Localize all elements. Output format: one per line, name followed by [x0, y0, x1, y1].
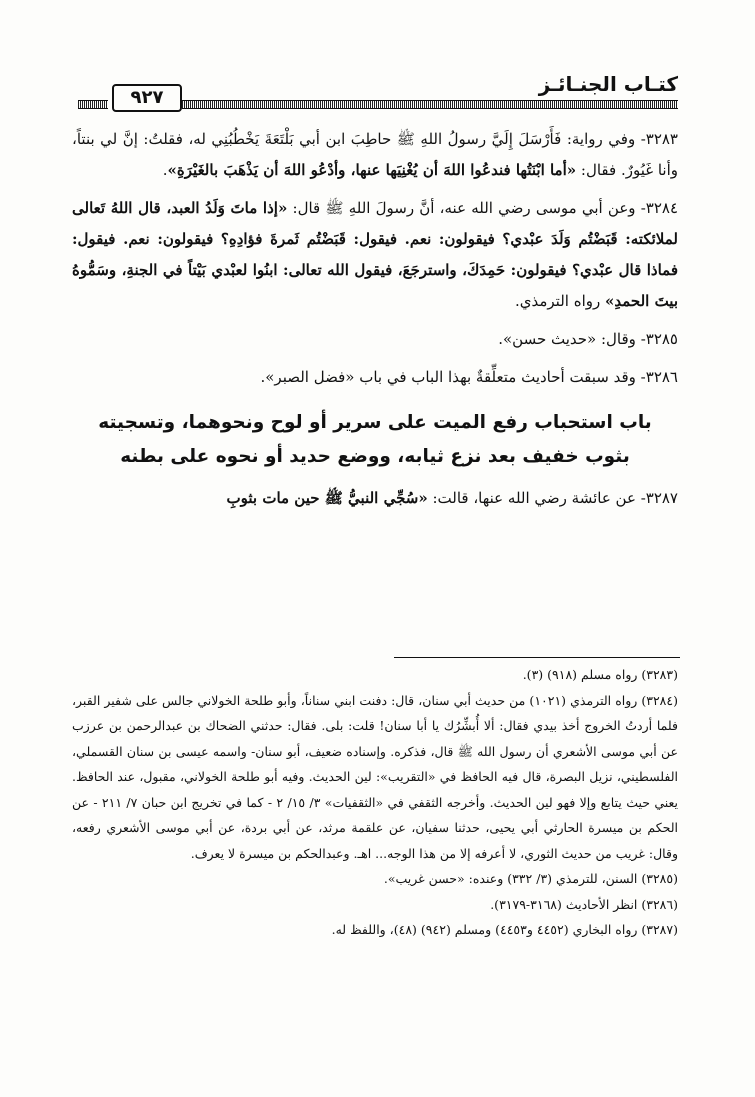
- footnotes: [72, 662, 678, 943]
- main-text: [72, 124, 678, 521]
- hadith-3284: [72, 193, 678, 317]
- hadith-3286: ٣٢٨٦- وقد سبقت أحاديث متعلِّقةٌ بهذا الباب في باب «فضل الصبر».: [260, 368, 678, 386]
- hadith-3287-intro: ٣٢٨٧- عن عائشة رضي الله عنها، قالت:: [427, 489, 678, 507]
- hadith-3284-intro: ٣٢٨٤- وعن أبي موسى رضي الله عنه، أنَّ رسولَ اللهِ ﷺ قال:: [287, 199, 679, 217]
- page-number: ٩٢٧: [112, 84, 182, 112]
- page-header: [78, 72, 678, 112]
- footnote-3287: (٣٢٨٧) رواه البخاري (٤٤٥٢ و٤٤٥٣) ومسلم (٩٤٢) (٤٨)، واللفظ له.: [331, 922, 678, 937]
- chapter-title: [72, 406, 678, 474]
- hadith-3283-end: .: [162, 161, 168, 179]
- hadith-3283-quote: «أما ابْنَتُها فندعُوا اللهَ أن يُغْنِيَها عنها، وأدْعُو اللهَ أن يَذْهَبَ بالغَيْرَةِ»: [167, 161, 577, 179]
- chapter-title-line-1: باب استحباب رفع الميت على سرير أو لوح ونحوهما، وتسجيته: [98, 412, 652, 433]
- hadith-3285: ٣٢٨٥- وقال: «حديث حسن».: [498, 330, 678, 348]
- chapter-title-line-2: بثوب خفيف بعد نزع ثيابه، ووضع حديد أو نحوه على بطنه: [120, 446, 630, 467]
- hadith-3287: [72, 483, 678, 514]
- footnote-separator: [394, 657, 680, 658]
- footnote-3285: (٣٢٨٥) السنن، للترمذي (٣/ ٣٣٢) وعنده: «حسن غريب».: [383, 871, 678, 886]
- footnote-3284: (٣٢٨٤) رواه الترمذي (١٠٢١) من حديث أبي سنان، قال: دفنت ابني سناناً، وأبو طلحة الخولاني جالس على شفير القبر، فلما أردتُ الخروج أخذ بيدي فقال: ألا أُبشِّرُك يا أبا سنان! قلت: بلى. فقال: حدثني الضحاك بن عبدالرحمن بن عرزب عن أبي موسى الأشعري أن رسول الله ﷺ قال، فذكره. وإسناده ضعيف، أبو سنان- واسمه عيسى بن سنان القسملي، الفلسطيني، نزيل البصرة، قال فيه الحافظ في «التقريب»: لين الحديث. وفيه أبو طلحة الخولاني، مقبول، عند الحافظ. يعني حيث يتابع وإلا فهو لين الحديث. وأخرجه الثقفي في «الثقفيات» ٣/ ١٥/ ٢ - كما في تخريج ابن حبان ٧/ ٢١١ - عن الحكم بن ميسرة الحارثي أبي يحيى، حدثنا سفيان، عن علقمة مرثد، عن أبي بردة، عن أبي موسى الأشعري رفعه، وقال: غريب من حديث الثوري، لا أعرفه إلا من هذا الوجه... اهـ. وعبدالحكم بن ميسرة لا يعرف.: [72, 692, 679, 861]
- hadith-3283-narration: فَأَرْسَلَ إِلَيَّ رسولُ اللهِ ﷺ حاطِبَ ابن أبي بَلْتَعَةَ يَخْطُبُنِي له، فقلتُ: إنَّ لي بنتاً، وأنا غَيُورٌ. فقال:: [72, 130, 678, 179]
- hadith-3284-source: رواه الترمذي.: [514, 292, 605, 310]
- hadith-3283-intro: ٣٢٨٣- وفي رواية:: [561, 130, 678, 148]
- footnote-3283: (٣٢٨٣) رواه مسلم (٩١٨) (٣).: [522, 667, 678, 682]
- hadith-3287-quote: «سُجِّي النبيُّ ﷺ حين مات بثوبِ: [226, 489, 428, 507]
- hadith-3284-quote: «إذا ماتَ وَلَدُ العبد، قال اللهُ تَعالى لملائكته: قَبَضْتُم وَلَدَ عبْدي؟ فيقولون: نعم. فيقول: قَبَضْتُم ثَمرةَ فؤادِهِ؟ فيقولون: نعم. فيقول: فماذا قال عبْدي؟ فيقولون: حَمِدَكَ، واسترجَعَ، فيقول الله تعالى: ابنُوا لعبْدي بَيْتاً في الجنةِ، وسَمُّوهُ بيتَ الحمدِ»: [72, 199, 678, 310]
- book-title: كتـاب الجنـائـز: [538, 72, 678, 96]
- hadith-3283: [72, 124, 678, 186]
- footnote-3286: (٣٢٨٦) انظر الأحاديث (٣١٦٨-٣١٧٩).: [490, 896, 678, 912]
